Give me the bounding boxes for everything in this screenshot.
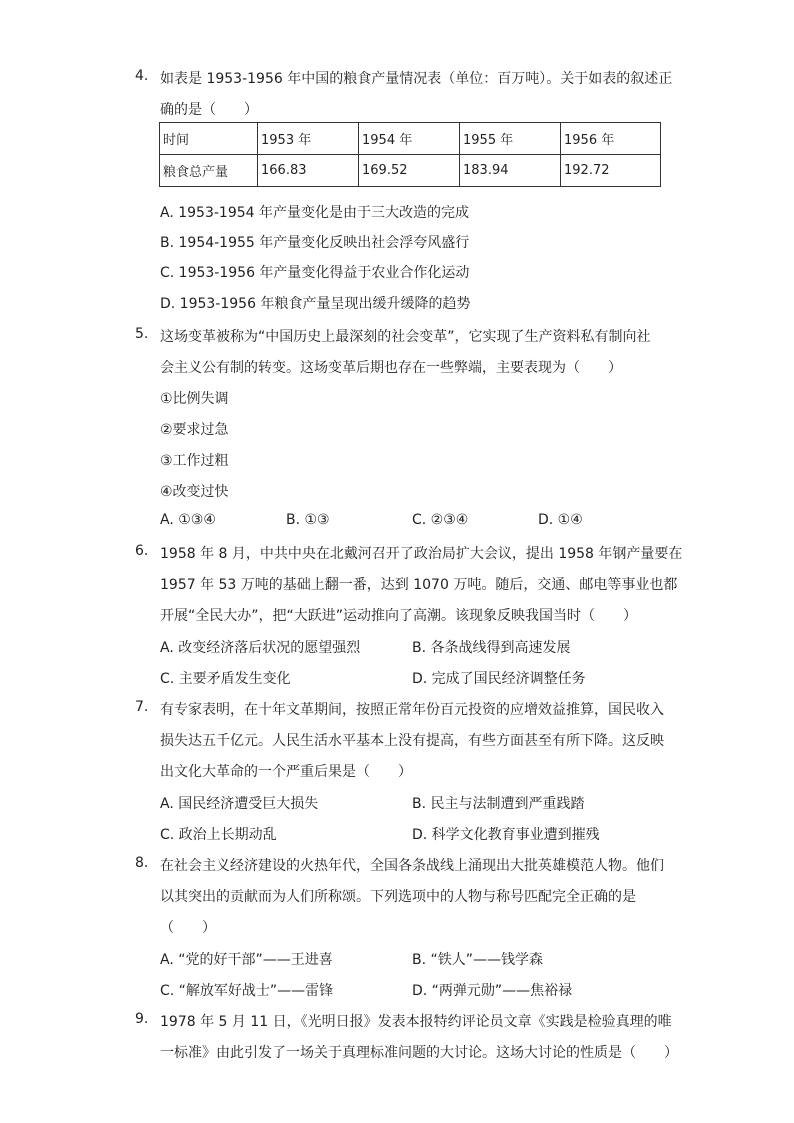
statement-item: ④改变过快 — [160, 484, 229, 500]
option-c[interactable]: C. “解放军好战士”——雷锋 — [160, 983, 334, 999]
question-number: 4. — [135, 68, 149, 84]
option-d[interactable]: D. “两弹元勋”——焦裕禄 — [412, 983, 573, 999]
question-stem-line: 如表是 1953-1956 年中国的粮食产量情况表（单位：百万吨）。关于如表的叙述正 — [160, 71, 673, 87]
option-a[interactable]: A. “党的好干部”——王进喜 — [160, 952, 333, 968]
table-cell: 169.52 — [359, 155, 460, 187]
table-cell: 1954 年 — [359, 123, 460, 155]
option-c[interactable]: C. 1953-1956 年产量变化得益于农业合作化运动 — [160, 265, 470, 281]
option-b[interactable]: B. ①③ — [286, 512, 330, 528]
statement-item: ①比例失调 — [160, 391, 229, 407]
table-cell: 1956 年 — [561, 123, 661, 155]
question-stem-line: 损失达五千亿元。人民生活水平基本上没有提高，有些方面甚至有所下降。这反映 — [160, 733, 664, 749]
option-a[interactable]: A. 改变经济落后状况的愿望强烈 — [160, 640, 361, 656]
option-d[interactable]: D. 1953-1956 年粮食产量呈现出缓升缓降的趋势 — [160, 296, 471, 312]
question-number: 8. — [135, 855, 149, 871]
table-header-row — [160, 123, 661, 155]
question-stem-line: 一标准》由此引发了一场关于真理标准问题的大讨论。这场大讨论的性质是（ ） — [160, 1045, 678, 1061]
option-c[interactable]: C. 主要矛盾发生变化 — [160, 671, 291, 687]
question-number: 7. — [135, 699, 149, 715]
table-cell: 1955 年 — [460, 123, 561, 155]
table-cell: 1953 年 — [258, 123, 359, 155]
question-number: 9. — [135, 1011, 149, 1027]
question-number: 5. — [135, 326, 149, 342]
question-stem-line: 这场变革被称为“中国历史上最深刻的社会变革”，它实现了生产资料私有制向社 — [160, 329, 651, 345]
table-cell: 粮食总产量 — [160, 155, 258, 187]
option-d[interactable]: D. 科学文化教育事业遭到摧残 — [412, 827, 600, 843]
question-stem-line: 1978 年 5 月 11 日，《光明日报》发表本报特约评论员文章《实践是检验真理的唯 — [160, 1014, 672, 1030]
option-a[interactable]: A. ①③④ — [160, 512, 216, 528]
option-d[interactable]: D. 完成了国民经济调整任务 — [412, 671, 586, 687]
question-stem-line: （ ） — [160, 920, 216, 936]
question-stem-line: 以其突出的贡献而为人们所称颂。下列选项中的人物与称号匹配完全正确的是 — [160, 889, 636, 905]
question-stem-line: 1958 年 8 月，中共中央在北戴河召开了政治局扩大会议，提出 1958 年钢产量要在 — [160, 546, 683, 562]
option-a[interactable]: A. 国民经济遭受巨大损失 — [160, 796, 319, 812]
table-cell: 192.72 — [561, 155, 661, 187]
table-cell: 183.94 — [460, 155, 561, 187]
question-stem-line: 出文化大革命的一个严重后果是（ ） — [160, 764, 412, 780]
table-cell: 166.83 — [258, 155, 359, 187]
statement-item: ③工作过粗 — [160, 453, 229, 469]
option-c[interactable]: C. 政治上长期动乱 — [160, 827, 277, 843]
table-row — [160, 155, 661, 187]
statement-item: ②要求过急 — [160, 422, 229, 438]
question-number: 6. — [135, 543, 149, 559]
question-stem-line: 会主义公有制的转变。这场变革后期也存在一些弊端，主要表现为（ ） — [160, 360, 622, 376]
table-cell: 时间 — [160, 123, 258, 155]
option-c[interactable]: C. ②③④ — [412, 512, 469, 528]
question-stem-line: 1957 年 53 万吨的基础上翻一番，达到 1070 万吨。随后，交通、邮电等事业也都 — [160, 577, 678, 593]
question-stem-line: 确的是（ ） — [160, 102, 258, 118]
option-b[interactable]: B. 1954-1955 年产量变化反映出社会浮夸风盛行 — [160, 235, 470, 251]
option-b[interactable]: B. 民主与法制遭到严重践踏 — [412, 796, 585, 812]
question-stem-line: 开展“全民大办”，把“大跃进”运动推向了高潮。该现象反映我国当时（ ） — [160, 608, 638, 624]
option-a[interactable]: A. 1953-1954 年产量变化是由于三大改造的完成 — [160, 205, 469, 221]
option-d[interactable]: D. ①④ — [538, 512, 583, 528]
grain-output-table — [159, 122, 661, 187]
question-stem-line: 有专家表明，在十年文革期间，按照正常年份百元投资的应增效益推算，国民收入 — [160, 702, 664, 718]
option-b[interactable]: B. 各条战线得到高速发展 — [412, 640, 571, 656]
question-stem-line: 在社会主义经济建设的火热年代，全国各条战线上涌现出大批英雄模范人物。他们 — [160, 858, 664, 874]
option-b[interactable]: B. “铁人”——钱学森 — [412, 952, 544, 968]
